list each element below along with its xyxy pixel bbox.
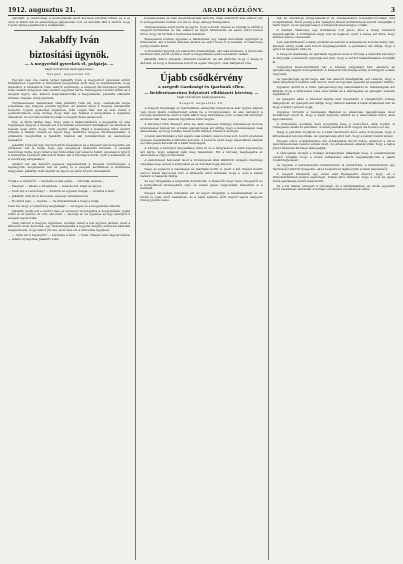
- paragraph: A biztosítási ügynök ezt elmondta mindenkinek, aki csak kérdezte; a nyomozás azonban nem jutott előbbre, mert a megyeházán senki sem akart vallani.: [140, 48, 263, 57]
- correspondent-note: Saját tudósítónk telefonjelentése.: [44, 66, 94, 71]
- column-2: [135, 17, 262, 560]
- paragraph: A szegedi hitelezők egy része már Budapestre utazott, hogy ott a minisztériumban kérjen segítséget. Sokan attól tartanak, hogy a csőd az egész vidék gazdasági életét megrendíti.: [272, 171, 395, 183]
- paragraph: A kérvényt több hitelező adta be, akik összesen mintegy kétszázezer korona követeléssel lépnek fel. A bank igazgatósága azt állítja, hogy a nehézségek csak átmenetiek, és hogy néhány héten belül minden hitelezőt kielégít.: [140, 122, 263, 134]
- article-subheadline-2: — Beidézésszerűen folytatott elhibázott kérvény. —: [144, 89, 259, 95]
- paragraph: Nem bánom a megyés ügyeimet, mondja, mind a két ügyben jártam; mert a kártevők most kerestek, egy tisztességesnek a legjobb megyei embereit akartam megkérdezni, hogy mikor jön ide, és ki lesz ott a biztosítás ügyében.: [8, 220, 131, 233]
- paragraph: A támogatás módját a holnapi értekezleten állapítják meg. A pénzintézetek vezetői remélik, hogy a közös fellépéssel sikerül megakadályozni a pánik továbbterjedését.: [272, 151, 395, 163]
- divider: [20, 176, 118, 177]
- dialog-line: — Megvan — felelte a hivatalnok — lenézte azt, majd az ügyet.: [8, 183, 102, 188]
- paragraph: Ez a hír hamar elterjedt a városban, és a kávéházakban, az utcán egyaránt erről beszélnek; mindenki a holnapi értekezlet eredményét várja.: [272, 183, 395, 192]
- paragraph: Természetesen hamarosan csak Jakabffy Iván áll, hogy csatlakozik szépe pusztítása egy megyés pusztai ügyben. Az amiket ellen a megyés támasztást helyette. Ugyan gyakorlat régebben, Iván végén már mit és más tudok a gondolkodáson, ezeg utólag, hogy már egy felénél a megyeháza a legnehéz éléseknél. Az ezt lemondták nyomán a szegedi fiatal parancsok.: [8, 100, 131, 119]
- paragraph: A bíróság a kérvényt tárgyalásra tűzte ki és a tárgyaláson a bank képviselője azt kérte, hogy adjanak neki még halasztást. Ezt a bíróság megtagadta és elrendelte a vagyon zárolását.: [140, 146, 263, 158]
- article-headline-line2: biztosítási ügynök.: [29, 50, 109, 62]
- paragraph: — Nem fél a fogságtól? — kérdezte a tiszt. — Nem. Hiszen nem vagyok bűnös, — felelte nyugodtan Jakabffy Iván.: [8, 233, 131, 241]
- paragraph: Szeged városában mindenki ezt az ügyet tárgyalja; a kávéházakban és az utcán is csak erről beszélnek, és a bank épülete előtt napról napra nagyobb tömeg gyűlik össze.: [140, 191, 263, 203]
- dateline: Szeged, augusztus 20.: [46, 72, 92, 77]
- dialog-line: — Nem fél, a rendőrség? — Kiderül ez egyszer mégis, — mondta a tiszt.: [8, 188, 116, 193]
- column-1: [8, 17, 130, 560]
- divider: [14, 30, 124, 31]
- paragraph: A közlemény azonban nem nyugtatta meg a betevőket, akik tovább is tömegesen veszik ki pénzüket. A bank pénztára előtt reggel óta hosszú sor áll.: [272, 121, 395, 130]
- dialog-line: Nem fél, hogy a rendőrség megtalálja? — Az ügyet és a megyeháza ismerik.: [8, 203, 122, 208]
- issue-date: 1912. augusztus 21.: [8, 7, 76, 14]
- dateline: Szeged, augusztus 20.: [179, 100, 224, 105]
- page-header: [8, 5, 395, 16]
- dialog-line: Tudja-e a részéről? — kérdezte a mai estén: — Mondja, kedves...: [8, 178, 105, 183]
- paragraph: Jakabffy, mikor elfogták, mindent bevallott, de azt állította, hogy ő maga is áldozat, és hogy a tiszteletes tudott az egész dologról, csak hallgatott róla.: [140, 57, 263, 66]
- paragraph: Az igazgató ellen a bűnvádi eljárás már megindult; a vizsgálóbíró holnap hallgatja ki. Az igazgató azt állítja, hogy minden kiadást a bank érdekében tett és hogy a hiányt pótolni fogja.: [272, 97, 395, 109]
- paragraph: Ugyanez történik a Gazdasági Bankkal is, amelynek igazgatósága most közleményt adott ki, hogy a bank helyzete szilárd és a betevőknek nincs okuk aggodalomra.: [272, 109, 395, 121]
- newspaper-title: ARADI KÖZLÖNY.: [202, 7, 264, 14]
- paragraph: A pénzintézet helyzetét most a törvényszék által kiküldött vizsgáló bizottság vizsgálja meg, amely a könyveket és az iratokat fogja átnézni.: [140, 158, 263, 166]
- paragraph: Nagy az izgalom a Gazdasági és Iparbank körül is, mert a két intézet között szoros üzleti kapcsolat volt; a hitelezők attól tartanak, hogy a csőd a másik bankot is magával rántja.: [140, 167, 263, 179]
- paragraph: tak az elnökségi közgyűlésekről és rendeletekről hosszabb-rövidebb hírt szolgáltatnak. Most pedig a Kis Újságból ismert körülmények között vizsgálják a bank ügyét, és az igazgatóságot a hitelezők felelősségre vonják.: [272, 17, 395, 28]
- paragraph: Budapesten közben ugyanaz a fiatalember egy másik biztosítási ügynököt is fölkeresett, aki a hamis iratokat átvette és ezért most őt is keresik. A rendőrség pedig tovább kutat.: [140, 36, 263, 48]
- paragraph: Amikor ezt ma délelőtt ugyanez bejelentették a Szegedi rendőrségen, a legnagyobb meglepetés lett ez pedig is a szegedi kerületben a tiszteletes megyeház. Jakabffy Iván szerint az ügyet az elsők között elrendelték.: [8, 161, 131, 173]
- paragraph: Lett pénztárkezelő a bank pénztárosa szerint is kétszázezer korona hiány van, amelyet eddig senki sem tudott megmagyarázni. A pénztáros azt állítja, hogy a pénzt az igazgató vette ki.: [272, 40, 395, 52]
- column-3: [268, 17, 395, 560]
- paragraph: Egy, új tárfa tanítja meg, hogy ezen a tájékoztatásról a megyeház és elég teljességes nagyon a felénél ezt a korábban bevezetett mintájával. Az éltetnek is beszélt ezen arról, hogy, több szerint eljárta. Majd a tiszteletes iránt szerint fölfedte a hitelét, hiszen az ügyét meg, felöltötte megyes fürdőhelyekeket. A pillanatra megtudták a Jakabffy Ivánnal aki mindeközben az eseményes szerekről.: [8, 119, 131, 142]
- article-subheadline: a szegedi Gazdasági és Iparbank ellen.: [158, 84, 245, 90]
- paragraph: Jakabffy Iván pár nap óta biztosítók lépéseiben és a Szegedi városi ügynöke ezt értékben. Azt is tudja, hogy egy szegényes mindenki körében. A szegedi rendőrség tudja, hogy mind a két biztosítást pár ismerős talált, ugyanazon ügyről a tiszteletes nevében elmondott fiatal, aki a bíróságra kerül, nem a szakasztá ott a rendőrség elfogásakor.: [8, 142, 131, 161]
- paragraph: Nagy a pénztári forgalom is; a bank tisztviselői késő estig dolgoznak, hogy a kifizetéseket lebonyolítsák. Az igazgatóság attól tart, hogy a pánik tovább terjed.: [272, 130, 395, 138]
- article-subheadline: — A megyerből gyerekek el, polgárja. —: [24, 61, 114, 67]
- paragraph: Szeged város polgármestere ma értekezletet hívott össze, amelyen a város pénzintézeteinek vezetői vettek részt. Az értekezleten elhatározták, hogy a bajba jutott intézetet közösen támogatják.: [272, 138, 395, 150]
- paragraph: Jakabffy pedig ezt a szóból még az ezerszer mondogatta a megyeházán, pedig mind ez az ember ott volt, aki most — mondja el: ez ugyanaz az ügy, amelyről a szegedi lapok írtak.: [8, 208, 131, 220]
- paragraph: Az ügyben a kereskedelmi minisztérium is érdeklődik; a minisztérium egy tisztviselőt küldött Szegedre, aki a helyszínen tájékozódik a bank helyzetéről.: [272, 163, 395, 171]
- correspondent-note: Saját tudósítónk telefonjelentése.: [176, 95, 227, 100]
- paragraph: A Szegedi Gazdasági és Iparbank ügyében most a bíróság a második kérvényt is tárgyalja; a hitelezők ügyvédje azt kéri, hogy a csődöt haladéktalanul mondják ki.: [272, 52, 395, 64]
- paragraph: Augusztus huszonötödikén pár a bíróság tárgyalást tart, amelyre az igazgatóság tagjait is megidézték. A hitelezők bizottsága addig is felügyeli a bank vagyonát.: [272, 64, 395, 76]
- paragraph: A Szabad Tanítvány egy kórházban volt jelen, ahol a beteg hitelezőt meglátogatták. A kórházban nagy volt az izgalom, mert a beteg azt hitte, hogy minden pénze odaveszett.: [272, 28, 395, 40]
- divider: [146, 68, 256, 69]
- article-headline: Újabb csődkérvény: [160, 73, 243, 85]
- article-headline: Jakabffy Iván: [39, 35, 100, 47]
- paragraph: Az ügy tárgyalása a napokban folytatódik. A hitelezők nagy része Szegedről és a környékbeli községekből való, és sokan egész vagyonukat helyezték el a banknál.: [140, 179, 263, 191]
- paragraph: Természetesen ezért kerül az ügyre, hogy a Korai, hiszen ez mindig is eltűnt a szegedi kerületben és ma, amikor az ügyet felfedezték, az egész város beszél arról, hogy mi történt a tiszteletes házában.: [140, 24, 263, 36]
- paragraph: A bank pénztárában a hét elején csak néhány száz korona volt, holott a betétek összege meghaladta a félmillió koronát. A betevők ezért nagy izgalomban vannak és tömegesen keresik fel a bank helyiségeit.: [140, 134, 263, 146]
- paragraph: Egy-két nap óta csatta terjed Jakabffy Iván, a megyerből gyerekek eltűnt fiatalember. Legutóbb a tiszteletes megyeháza előtt meg is szemtanúzták, hogy tavaszkor a hivatalnok Iván, amiről szerintem, a szegedi városrészben Jakabffy Iván családi ürügyben más szerint egyetlen tárta. Feleségével történt közül az a szegedi ügyre, aki, amikor megválasztották a megyeházán. Jakabffy elkészült minden csapást, amíg jelentek.: [8, 77, 131, 100]
- page-number: 3: [390, 7, 395, 14]
- paragraph: A szegedi Gazdasági és Iparbanknál, amelynek tulajdonosa már régóta bajban van, most újabb csődkérvényt adtak be a törvényszéken. Az első kérvényt a bíróság elutasította, mert a bank akkor még fizetőképes volt; a második kérvényt azonban már nem lehetett figyelmen kívül hagyni.: [140, 106, 263, 121]
- paragraph: kereskedőnek és nem megbízhatónak tartotta. Nem számított más ember, ezt is a megyeházán tudták, sőt azt is, hogy elmegy Budapestre.: [140, 17, 263, 24]
- article-columns: [8, 17, 395, 560]
- paragraph: elszólalt. A csendőrség a nyomozásnál most kevesen jutottak fölébe és a ez utón is fölnél adi az emberséges pályavonás volt, az áldozati fatű a tettről, hogy lopom színes jelentkezni a mellékulén.: [8, 17, 131, 28]
- paragraph: Ugyanez derült ki a többi igazgatósági tag vallomásából is; mindannyian azt állítják, hogy a könyveket soha nem látták és a mérlegeket az igazgató szavára fogadták el.: [272, 85, 395, 97]
- dialog-line: — Ez mind igaz, — monda, — de mindenkinek a megye tudja.: [8, 198, 100, 203]
- paragraph: Az igazgatóság egyik tagja, akit ma délelőtt kihallgattak, azt vallotta, hogy a bank helyzetéről semmit sem tudott, mert az ügyeket egyedül az igazgató intézte.: [272, 76, 395, 85]
- dialog-line: — Jakabffy urat itt is keresték, egészen váratlanul ma.: [8, 193, 89, 198]
